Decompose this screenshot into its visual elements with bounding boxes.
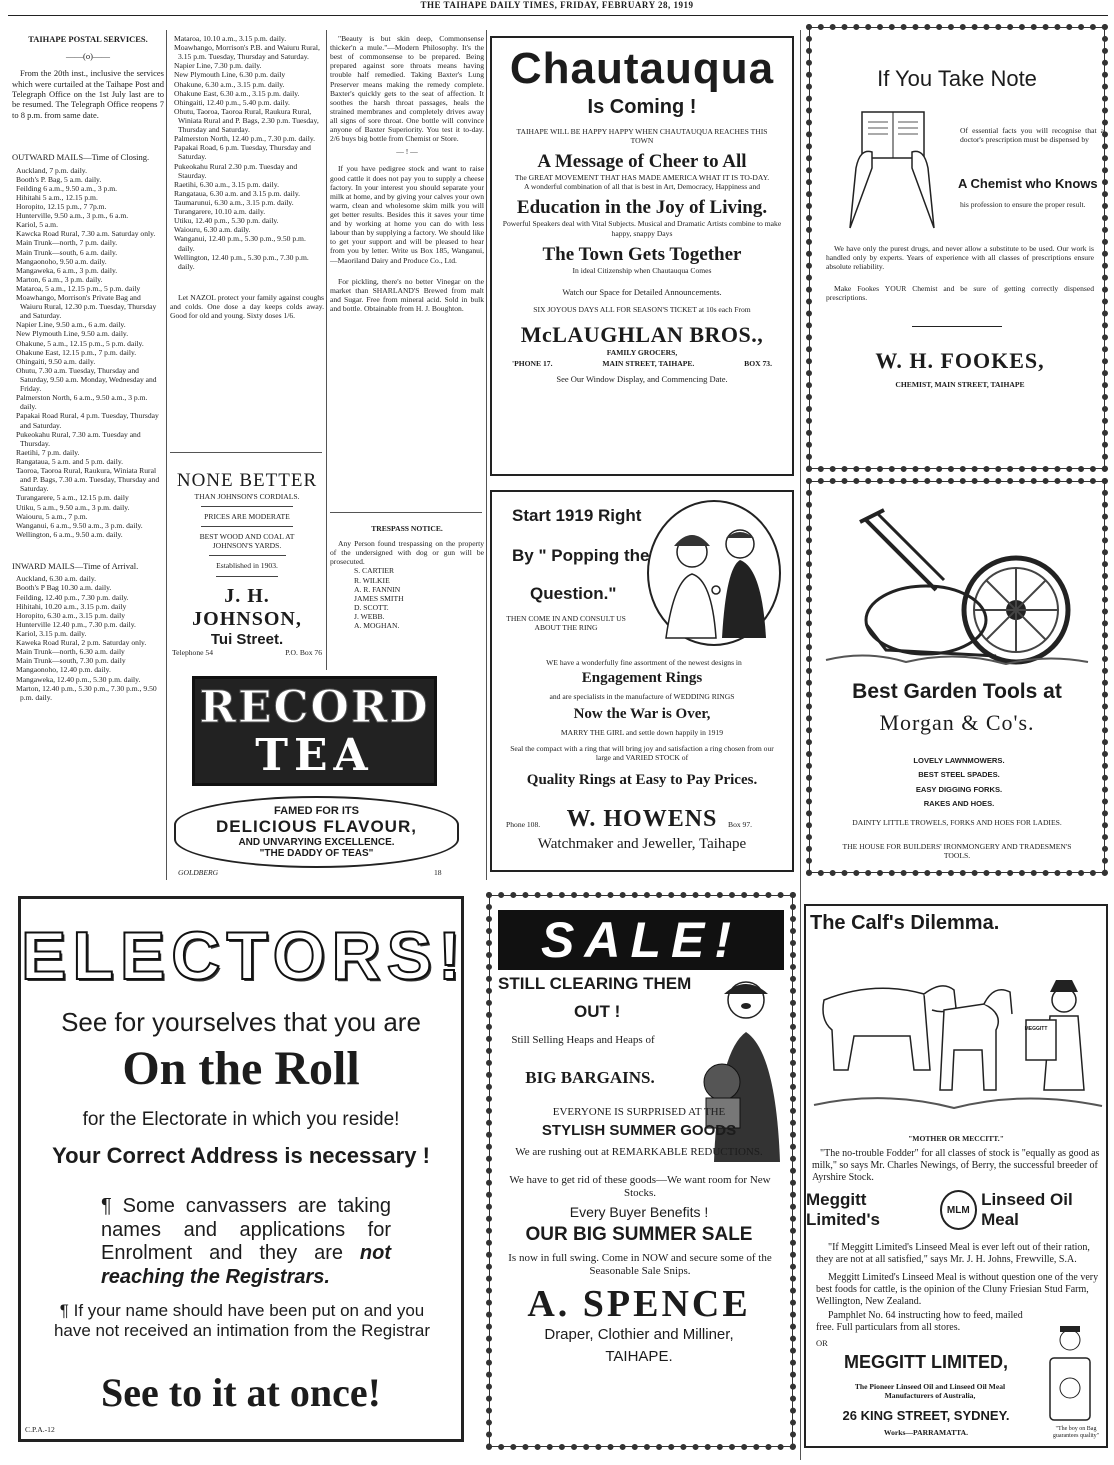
postal-services — [12, 34, 164, 884]
postal-divider: ——(o)—— — [66, 51, 110, 61]
fookes-p2: his profession to ensure the proper result. — [960, 200, 1086, 209]
spence-h2: OUT ! — [574, 1002, 621, 1021]
chautauqua-p4: In ideal Citizenship when Chautauqua Comes — [572, 265, 712, 275]
inward-list — [12, 574, 164, 702]
meggitt-q4: Pamphlet No. 64 instructing how to feed, mailed free. Full particulars from all stores. — [816, 1310, 1023, 1334]
outward-mail-item: Ohutu, 7.30 a.m. Tuesday, Thursday and Saturday, 9.50 a.m. Monday, Wednesday and Friday. — [16, 365, 157, 394]
outward-mail-item: Palmerston North, 6 a.m., 9.50 a.m., 3 p.m. daily. — [16, 393, 148, 412]
fookes-h1: A Chemist who Knows — [958, 176, 1098, 191]
howens-p1: THEN COME IN AND CONSULT US ABOUT THE RING — [506, 614, 626, 633]
johnson-box: P.O. Box 76 — [285, 647, 322, 657]
chautauqua-phone: 'PHONE 17. — [512, 359, 553, 369]
inward-mail-item: Hunterville 12.40 p.m., 7.30 p.m. daily. — [16, 619, 136, 629]
howens-phone: Phone 108. — [506, 820, 541, 829]
couple-ring-illustration — [644, 498, 784, 648]
johnson-est: Established in 1903. — [216, 561, 278, 571]
trespass-name: JAMES SMITH — [354, 593, 404, 603]
chautauqua-sub: Is Coming ! — [587, 96, 697, 118]
chautauqua-h2: Education in the Joy of Living. — [516, 197, 768, 219]
mail-item: Moawhango, Morrison's P.B. and Waiuru Rural, 3.15 p.m. Tuesday, Thursday and Saturday. — [174, 43, 320, 62]
mail-item: Turangarere, 10.10 a.m. daily. — [174, 207, 266, 217]
trespass-name: A. MOGHAN. — [354, 621, 400, 631]
howens-h3: Question." — [530, 584, 617, 603]
meggitt-q1: "The no-trouble Fodder" for all classes of stock is "equally as good as milk," so says Mr. Charles Newings, of Berry, the successful breeder of Ayrshire Stock. — [812, 1148, 1100, 1184]
chautauqua-watch: Watch our Space for Detailed Announcements. — [562, 286, 722, 297]
meggitt-sub: The Pioneer Linseed Oil and Linseed Oil Meal Manufacturers of Australia, — [854, 1382, 1006, 1401]
electors-ad — [18, 896, 467, 1442]
electors-title: ELECTORS! — [21, 918, 467, 994]
mail-item: Raetihi, 6.30 a.m., 3.15 p.m. daily. — [174, 179, 279, 189]
spence-p3: We are rushing out at REMARKABLE REDUCTIONS. — [515, 1146, 763, 1158]
outward-mail-item: Main Trunk—south, 6 a.m. daily. — [16, 247, 118, 257]
inward-title: INWARD MAILS—Time of Arrival. — [12, 561, 139, 571]
mail-item: Utiku, 12.40 p.m., 5.30 p.m. daily. — [174, 216, 279, 226]
meggitt-addr: 26 KING STREET, SYDNEY. — [842, 1408, 1010, 1423]
morgan-h2: Morgan & Co's. — [879, 710, 1035, 735]
outward-mail-item: Moawhango, Morrison's Private Bag and Waiuru Rural, 12.30 p.m. Tuesday, Thursday and Saturday. — [16, 293, 157, 321]
record-brand: RECORD — [199, 682, 430, 733]
electors-l5a: Some canvassers are taking names and applications for Enrolment and they are — [101, 1195, 391, 1265]
spence-p4: We have to get rid of these goods—We want room for New Stocks. — [509, 1174, 771, 1200]
mail-item: Taumarunui, 6.30 a.m., 3.15 p.m. daily. — [174, 197, 294, 207]
meggitt-or: OR — [816, 1338, 828, 1348]
outward-mail-item: Wanganui, 6 a.m., 9.50 a.m., 3 p.m. daily. — [16, 520, 143, 530]
johnson-wood: BEST WOOD AND COAL AT JOHNSON'S YARDS. — [199, 532, 295, 551]
fookes-p3: We have only the purest drugs, and never allow a substitute to be used. Our work is handled only by experts. Years of experience with all classes of prescriptions ensure absolute reliability. — [826, 244, 1094, 272]
tea-brand: TEA — [255, 730, 374, 781]
inward-mail-item: Feilding, 12.40 p.m., 7.30 p.m. daily. — [16, 592, 129, 602]
boy-on-bag-illustration — [1042, 1326, 1098, 1424]
chautauqua-p2: A wonderful combination of all that is best in Art, Democracy, Happiness and — [523, 182, 761, 192]
johnson-headline: NONE BETTER — [176, 470, 318, 491]
mail-item: Papakai Road, 6 p.m. Tuesday, Thursday and Saturday. — [174, 143, 311, 162]
spence-p2: EVERYONE IS SURPRISED AT THE — [552, 1106, 726, 1118]
vinegar-ad: For pickling, there's no better Vinegar on the market than SHARLAND'S Brewed from malt and Sugar. Free from mineral acid. Sold in bulk and bottle. Obtainable from H. J. Boughton. — [330, 276, 484, 313]
mail-item: Mataroa, 10.10 a.m., 3.15 p.m. daily. — [174, 34, 287, 43]
chautauqua-h3: The Town Gets Together — [542, 243, 742, 265]
electors-code: C.P.A.-12 — [25, 1425, 55, 1434]
outward-mail-item: Kawcka Road Rural, 7.30 a.m. Saturday only. — [16, 229, 156, 239]
fookes-addr: CHEMIST, MAIN STREET, TAIHAPE — [895, 380, 1025, 389]
chautauqua-street: MAIN STREET, TAIHAPE. — [602, 359, 695, 369]
howens-name: W. HOWENS — [566, 806, 718, 832]
johnson-name: J. H. JOHNSON, — [192, 584, 302, 630]
spence-h5: Every Buyer Benefits ! — [569, 1204, 709, 1220]
morgan-h1: Best Garden Tools at — [852, 680, 1062, 703]
mail-item: Napier Line, 7.30 p.m. daily. — [174, 61, 262, 71]
tea-line1: FAMED FOR ITS — [274, 805, 359, 817]
chautauqua-firm: McLAUGHLAN BROS., — [520, 322, 764, 348]
spence-ad — [486, 892, 796, 1450]
outward-mail-item: Feilding 6 a.m., 9.50 a.m., 3 p.m. — [16, 183, 118, 193]
chautauqua-footer: See Our Window Display, and Commencing Date. — [556, 374, 728, 385]
outward-mail-item: Rangataua, 5 a.m. and 5 p.m. daily. — [16, 457, 124, 467]
inward-mail-item: Mangaonoho, 12.40 p.m. daily. — [16, 665, 111, 675]
howens-p4: MARRY THE GIRL and settle down happily in 1919 — [560, 728, 724, 737]
meggitt-title: The Calf's Dilemma. — [810, 912, 1000, 934]
tea-line2: DELICIOUS FLAVOUR, — [216, 817, 417, 836]
inward-mail-item: Kariol, 3.15 p.m. daily. — [16, 629, 87, 639]
johnson-street: Tui Street. — [210, 630, 284, 648]
chautauqua-h1: A Message of Cheer to All — [537, 151, 747, 173]
meggitt-q3: Meggitt Limited's Linseed Meal is without question one of the very best foods for cattle, is the opinion of the Cluny Friesian Stud Farm, Wellington, New Zealand. — [816, 1272, 1099, 1308]
page-header: THE TAIHAPE DAILY TIMES, FRIDAY, FEBRUARY 28, 1919 — [420, 0, 694, 10]
meggitt-q2: "If Meggitt Limited's Linseed Meal is ever left out of their ration, they are not at all satisfied," says Mr. J. H. Johns, Frewville, S.A. — [816, 1242, 1090, 1266]
outward-mail-item: Booth's P. Bag, 5 a.m. daily. — [16, 174, 102, 184]
howens-h5: Now the War is Over, — [573, 706, 711, 722]
fookes-title: If You Take Note — [877, 66, 1037, 91]
morgan-p2: THE HOUSE FOR BUILDERS' IRONMONGERY AND TRADESMEN'S TOOLS. — [842, 842, 1072, 861]
mail-item: Ohakune East, 6.30 a.m., 3.15 p.m. daily. — [174, 88, 300, 98]
record-tea-ad — [172, 672, 462, 882]
outward-mail-item: Utiku, 5 a.m., 9.50 a.m., 3 p.m. daily. — [16, 502, 130, 512]
lawnmower-illustration — [826, 500, 1088, 670]
chautauqua-p1: The GREAT MOVEMENT THAT HAS MADE AMERICA WHAT IT IS TO-DAY. — [514, 173, 770, 183]
outward-mail-item: Napier Line, 9.50 a.m., 6 a.m. daily. — [16, 320, 126, 330]
outward-mail-item: Mataroa, 5 a.m., 12.15 p.m., 5 p.m. daily — [16, 283, 141, 293]
outward-mail-item: Taoroa, Taoroa Rural, Raukura, Winiata Rural and P. Bags, 7.30 a.m. Tuesday, Thursday and Saturday. — [16, 466, 160, 494]
howens-h1: Start 1919 Right — [512, 506, 642, 525]
trespass-name: S. CARTIER — [354, 566, 395, 576]
fookes-name: W. H. FOOKES, — [875, 348, 1045, 373]
electors-l3: for the Electorate in which you reside! — [82, 1109, 400, 1130]
spence-h4: STYLISH SUMMER GOODS — [541, 1122, 737, 1139]
inward-mail-item: Booth's P Bag 10.30 a.m. daily. — [16, 583, 112, 593]
inward-mail-item: Mangaweka, 12.40 p.m., 5.30 p.m. daily. — [16, 674, 141, 684]
meggitt-name: MEGGITT LIMITED, — [844, 1352, 1008, 1372]
howens-p2: WE have a wonderfully fine assortment of the newest designs in — [546, 658, 742, 667]
outward-mail-item: Mangaonoho, 9.50 a.m. daily. — [16, 256, 107, 266]
howens-box: Box 97. — [728, 820, 753, 829]
spence-trade: Draper, Clothier and Milliner, — [544, 1326, 734, 1343]
howens-h6: Quality Rings at Easy to Pay Prices. — [526, 772, 758, 788]
outward-mail-item: Ohakune, 5 a.m., 12.15 p.m., 5 p.m. daily. — [16, 338, 144, 348]
inward-mail-item: Kaweka Road Rural, 2 p.m. Saturday only. — [16, 638, 147, 648]
outward-mail-item: Horopito, 12.15 p.m., 7 7p.m. — [16, 201, 107, 211]
column-3: "Beauty is but skin deep, Commonsense thicker'n a mule."—Modern Philosophy. It's the best of commonsense to be prepared. Being prepared against sore throats means having trouble half remedied. Taking Baxter's Lung Preserver means making the remedy complete. Baxter's quickly gets to the seat of affection. It soothes the harsh throat passages, heals the strained membranes and completely drives away all signs of sore throat. One bottle will convince anyone of Baxter Superiority. You test it to-day. 2/6 buys big bottle from Chemist or Store. — ! — If you have pedigree stock and want to raise good cattle it does not pay you to supply a cheese factory. In your interest you should separate your milk at home, and by giving your calves your own warm, clean and wholesome skim milk you will get better results. Besides this it saves your time and by working at home you can do with less labour than by supplying a factory. We should like to get your support and will be pleased to hear from you by letter. Write us Box 185, Wanganui, —Maoriland Dairy and Produce Co., Ltd. For pickling, there's no better Vinegar on the market than SHARLAND'S Brewed from malt and Sugar. Free from mineral acid. Sold in bulk and bottle. Obtainable from H. J. Boughton. — [330, 34, 484, 313]
johnson-phone: Telephone 54 — [172, 647, 214, 657]
trespass-title: TRESPASS NOTICE. — [371, 524, 443, 533]
meggitt-banner: Meggitt Limited's — [806, 1190, 880, 1229]
fookes-p1: Of essential facts you will recognise that a doctor's prescription must be dispensed by — [960, 126, 1104, 145]
howens-p5: Seal the compact with a ring that will bring joy and satisfaction a ring chosen from our large and VARIED STOCK of — [510, 744, 774, 763]
electors-l7: See to it at once! — [101, 1370, 381, 1415]
mail-item: Waiouru, 6.30 a.m. daily. — [174, 225, 251, 235]
electors-l1: See for yourselves that you are — [61, 1007, 421, 1037]
electors-l4: Your Correct Address is necessary ! — [52, 1143, 430, 1168]
morgan-item: EASY DIGGING FORKS. — [915, 784, 1003, 794]
meggitt-boy: "The boy on Bag guarantees quality" — [1052, 1426, 1100, 1440]
outward-mail-item: New Plymouth Line, 9.50 a.m. daily. — [16, 329, 129, 339]
spence-p5: Is now in full swing. Come in NOW and secure some of the Seasonable Sale Snips. — [508, 1252, 772, 1278]
howens-h4: Engagement Rings — [581, 670, 703, 686]
trespass-name: J. WEBB. — [354, 611, 385, 621]
meggitt-ad — [804, 904, 1108, 1448]
outward-mail-item: Ohingaiti, 9.50 a.m. daily. — [16, 356, 96, 366]
dairy-ad: If you have pedigree stock and want to raise good cattle it does not pay you to supply a cheese factory. In your interest you should separate your milk at home, and by giving your calves your own warm, clean and wholesome skim milk you will get better results. Besides this it saves your time and by working at home you can do with less labour than by supplying a factory. We should like to get your support and will be pleased to hear from you by letter. Write us Box 185, Wanganui, —Maoriland Dairy and Produce Co., Ltd. — [330, 164, 484, 265]
electors-l5b: not reaching the Registrars. — [101, 1242, 391, 1288]
trespass-name: D. SCOTT. — [354, 602, 389, 612]
chautauqua-six: SIX JOYOUS DAYS ALL FOR SEASON'S TICKET at 10s each From — [533, 305, 751, 315]
fookes-p4: Make Fookes YOUR Chemist and be sure of getting correctly dispensed prescriptions. — [826, 284, 1094, 303]
meggitt-banner2: Linseed Oil Meal — [981, 1190, 1073, 1229]
fookes-ad — [806, 24, 1108, 472]
meggitt-works: Works—PARRAMATTA. — [883, 1428, 969, 1437]
inward-mail-item: Main Trunk—south, 7.30 p.m. daily — [16, 656, 126, 666]
morgan-item: LOVELY LAWNMOWERS. — [913, 756, 1005, 765]
outward-mail-item: Pukeokahu Rural, 7.30 a.m. Tuesday and Thursday. — [16, 429, 141, 448]
outward-mail-item: Marton, 6 a.m., 3 p.m. daily. — [16, 274, 103, 284]
outward-list — [12, 166, 164, 539]
spence-sale: SALE! — [498, 910, 784, 970]
howens-h2: By " Popping the — [512, 546, 650, 565]
postal-intro: From the 20th inst., inclusive the services which were curtailed at the Taihape Post and Telegraph Office on the 1st July last are to be resumed. The Telegraph Office reopens 7 to 8 p.m. from same date. — [12, 68, 164, 120]
trespass-text: Any Person found trespassing on the property of the undersigned with dog or gun will be prosecuted. — [330, 539, 484, 567]
outward-mail-item: Papakai Road Rural, 4 p.m. Tuesday, Thursday and Saturday. — [16, 411, 159, 430]
outward-mail-item: Mangaweka, 6 a.m., 3 p.m. daily. — [16, 265, 118, 275]
outward-mail-item: Turangarere, 5 a.m., 12.15 p.m. daily — [16, 493, 129, 503]
mail-item: Rangataua, 6.30 a.m. and 3.15 p.m. daily. — [174, 188, 301, 198]
chautauqua-title: Chautauqua — [509, 44, 775, 93]
postal-title: TAIHAPE POSTAL SERVICES. — [28, 34, 148, 44]
mail-item: New Plymouth Line, 6.30 p.m. daily — [174, 70, 286, 80]
mail-item: Wellington, 12.40 p.m., 5.30 p.m., 7.30 p.m. daily. — [174, 252, 309, 271]
mail-item: Ohingaiti, 12.40 p.m., 5.40 p.m. daily. — [174, 97, 290, 107]
tea-line4: "THE DADDY OF TEAS" — [259, 848, 374, 859]
outward-title: OUTWARD MAILS—Time of Closing. — [12, 152, 150, 163]
howens-p3: and are specialists in the manufacture of WEDDING RINGS — [549, 692, 735, 701]
trespass-name: A. R. FANNIN — [354, 584, 401, 594]
tea-line3: AND UNVARYING EXCELLENCE. — [238, 837, 395, 848]
chautauqua-p3: Powerful Speakers deal with Vital Subjects. Musical and Dramatic Artists combine to make happy, snappy Days — [502, 219, 782, 238]
chautauqua-grocers: FAMILY GROCERS, — [606, 348, 678, 358]
outward-mail-item: Auckland, 7 p.m. daily. — [16, 165, 88, 175]
outward-mail-item: Kariol, 5 a.m. — [16, 220, 58, 230]
nazol-notice: Let NAZOL protect your family against coughs and colds. One dose a day keeps colds away. Good for old and young. Sixty doses 1/6. — [170, 292, 324, 321]
inward-mail-item: Auckland, 6.30 a.m. daily. — [16, 574, 97, 584]
chautauqua-ad — [490, 36, 794, 476]
tea-num: 18 — [434, 868, 442, 877]
spence-p1: Still Selling Heaps and Heaps of — [511, 1034, 655, 1046]
johnson-ad — [170, 470, 324, 657]
mlm-logo: MLM — [940, 1190, 978, 1230]
outward-mail-item: Hunterville, 9.50 a.m., 3 p.m., 6 a.m. — [16, 211, 129, 221]
electors-l2: On the Roll — [122, 1042, 360, 1095]
spence-h6: OUR BIG SUMMER SALE — [525, 1224, 753, 1245]
meggitt-caption: "MOTHER OR MECCITT." — [908, 1134, 1004, 1143]
outward-mail-item: Waiouru, 5 a.m., 7 p.m. — [16, 511, 88, 521]
inward-mail-item: Main Trunk—north, 6.30 a.m. daily — [16, 647, 125, 657]
johnson-prices: PRICES ARE MODERATE — [204, 512, 290, 522]
chautauqua-intro: TAIHAPE WILL BE HAPPY HAPPY WHEN CHAUTAUQUA REACHES THIS TOWN — [516, 127, 768, 146]
mail-item: Palmerston North, 12.40 p.m., 7.30 p.m. daily. — [174, 134, 316, 144]
inward-continued — [170, 34, 324, 444]
johnson-sub: THAN JOHNSON'S CORDIALS. — [194, 492, 300, 501]
morgan-p1: DAINTY LITTLE TROWELS, FORKS AND HOES FOR LADIES. — [852, 818, 1062, 827]
morgan-item: BEST STEEL SPADES. — [918, 770, 1000, 780]
outward-mail-item: Raetihi, 7 p.m. daily. — [16, 447, 80, 457]
spence-h1: STILL CLEARING THEM — [498, 974, 692, 993]
outward-mail-item: Hihitahi 5 a.m., 12.15 p.m. — [16, 192, 98, 202]
tea-artist: GOLDBERG — [178, 868, 219, 877]
mail-item: Pukeokahu Rural 2.30 p.m. Tuesday and Staurday. — [174, 161, 298, 180]
outward-mail-item: Ohakune East, 12.15 p.m., 7 p.m. daily. — [16, 347, 137, 357]
howens-trade: Watchmaker and Jeweller, Taihape — [537, 836, 747, 852]
trespass-notice — [330, 524, 484, 650]
hands-book-illustration — [842, 108, 942, 230]
howens-ad — [490, 490, 794, 872]
inward-mail-item: Marton, 12.40 p.m., 5.30 p.m., 7.30 p.m., 9.50 p.m. daily. — [16, 683, 157, 702]
baxter-ad: "Beauty is but skin deep, Commonsense thicker'n a mule."—Modern Philosophy. It's the best of commonsense to be prepared. Being prepared against sore throats means having trouble half remedied. Taking Baxter's Lung Preserver means making the remedy complete. Baxter's quickly gets to the seat of affection. It soothes the harsh throat passages, heals the strained membranes and completely drives away all signs of sore throat. One bottle will convince anyone of Baxter Superiority. You test it to-day. 2/6 buys big bottle from Chemist or Store. — [330, 34, 484, 144]
spence-town: TAIHAPE. — [605, 1348, 673, 1365]
morgan-ad — [806, 478, 1108, 876]
morgan-item: RAKES AND HOES. — [923, 799, 995, 809]
spence-h3: BIG BARGAINS. — [525, 1068, 655, 1087]
outward-mail-item: Main Trunk—north, 7 p.m. daily. — [16, 238, 118, 248]
mail-item: Wanganui, 12.40 p.m., 5.30 p.m., 9.50 p.m. daily. — [174, 234, 306, 253]
spence-name: A. SPENCE — [527, 1283, 751, 1325]
calves-illustration — [814, 940, 1102, 1130]
chautauqua-box: BOX 73. — [744, 359, 772, 369]
inward-mail-item: Horopito, 6.30 a.m., 3.15 p.m. daily — [16, 610, 126, 620]
mail-item: Ohutu, Taoroa, Taoroa Rural, Raukura Rural, Winiata Rural and P. Bags, 2.30 p.m. Tuesday, Thursday and Saturday. — [174, 106, 319, 135]
inward-mail-item: Hihitahi, 10.20 a.m., 3.15 p.m. daily — [16, 601, 127, 611]
electors-l6: ¶ If your name should have been put on and you have not received an intimation from the Registrar — [53, 1301, 431, 1341]
outward-mail-item: Wellington, 6 a.m., 9.50 a.m. daily. — [16, 529, 123, 539]
meggitt-can: MEGGITT — [1024, 1026, 1048, 1032]
trespass-name: R. WILKIE — [354, 575, 390, 585]
electors-l5: ¶ Some canvassers are taking names and applications for Enrolment and they are not reaching the Registrars. — [101, 1195, 391, 1288]
mail-item: Ohakune, 6.30 a.m., 3.15 p.m. daily. — [174, 79, 285, 89]
